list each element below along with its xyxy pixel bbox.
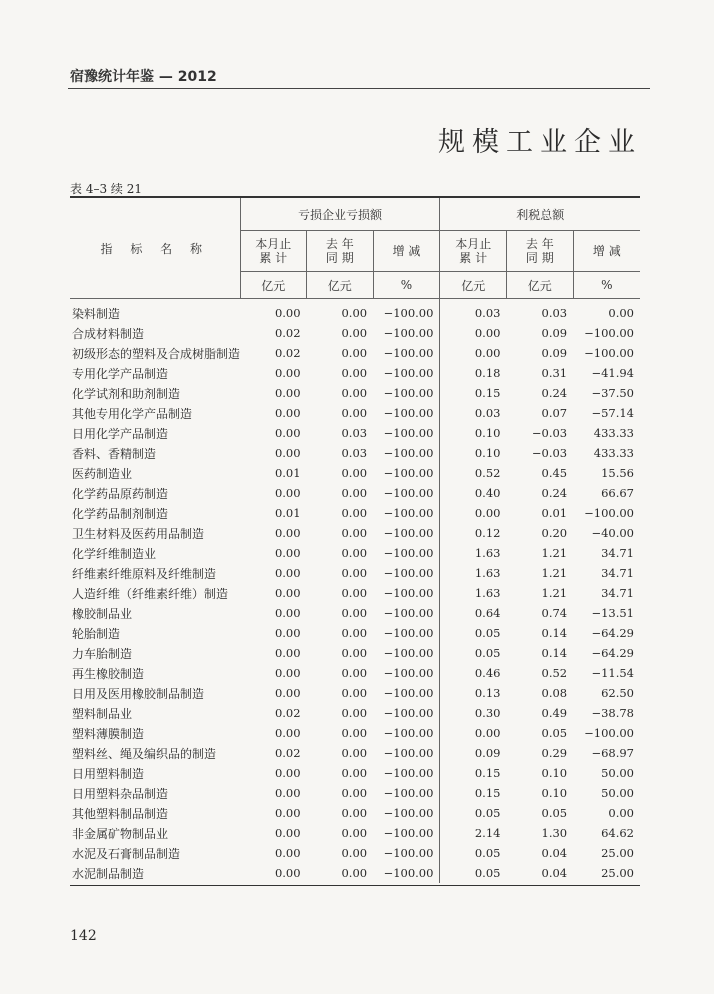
col-header-cumulative: 本月止 累 计 (440, 231, 507, 272)
value-cell: −100.00 (383, 626, 434, 640)
value-cell: 0.15 (440, 783, 507, 803)
value-cell: 433.33 (593, 426, 634, 440)
value-cell: 15.56 (601, 466, 634, 480)
table-row (70, 603, 640, 623)
indicator-name: 日用化学产品制造 (72, 426, 169, 441)
value-cell: −64.29 (591, 646, 634, 660)
value-cell: 0.10 (440, 423, 507, 443)
value-cell: −100.00 (383, 566, 434, 580)
value-cell: −40.00 (591, 526, 634, 540)
value-cell: 0.03 (440, 403, 507, 423)
col-header-cumulative: 本月止 累 计 (240, 231, 307, 272)
value-cell: −68.97 (591, 746, 634, 760)
table-row (70, 383, 640, 403)
value-cell: −100.00 (383, 346, 434, 360)
value-cell: −100.00 (383, 426, 434, 440)
table-row (70, 823, 640, 843)
value-cell: −100.00 (383, 866, 434, 880)
value-cell: 0.00 (341, 746, 368, 760)
table-row (70, 843, 640, 863)
value-cell: −100.00 (383, 386, 434, 400)
value-cell: −100.00 (383, 506, 434, 520)
value-cell: 0.00 (274, 626, 301, 640)
value-cell: 0.00 (341, 346, 368, 360)
indicator-name: 其他专用化学产品制造 (72, 406, 193, 421)
indicator-name: 再生橡胶制造 (72, 666, 145, 681)
value-cell: −100.00 (383, 306, 434, 320)
table-row (70, 763, 640, 783)
value-cell: 0.00 (274, 586, 301, 600)
value-cell: 0.00 (274, 366, 301, 380)
table-bottom-rule (70, 885, 640, 886)
value-cell: −100.00 (383, 446, 434, 460)
value-cell: −38.78 (591, 706, 634, 720)
table-row (70, 463, 640, 483)
table-row (70, 863, 640, 883)
indicator-name: 塑料丝、绳及编织品的制造 (72, 746, 217, 761)
value-cell: 0.05 (541, 806, 568, 820)
value-cell: 0.10 (541, 786, 568, 800)
value-cell: 0.00 (341, 666, 368, 680)
indicator-name: 力车胎制造 (72, 646, 133, 661)
value-cell: 0.01 (274, 466, 301, 480)
value-cell: 0.15 (440, 763, 507, 783)
indicator-name: 人造纤维（纤维素纤维）制造 (72, 586, 229, 601)
value-cell: 0.00 (274, 386, 301, 400)
table-body (70, 299, 640, 884)
value-cell: −100.00 (584, 326, 634, 340)
indicator-name: 卫生材料及医药用品制造 (72, 526, 205, 541)
table-row (70, 563, 640, 583)
value-cell: 0.00 (274, 306, 301, 320)
value-cell: 0.12 (440, 523, 507, 543)
value-cell: 0.00 (274, 826, 301, 840)
indicator-name: 医药制造业 (72, 466, 133, 481)
value-cell: 0.00 (341, 506, 368, 520)
value-cell: 0.00 (341, 546, 368, 560)
table-row (70, 363, 640, 383)
value-cell: 0.00 (341, 686, 368, 700)
value-cell: 0.00 (341, 406, 368, 420)
indicator-name: 染料制造 (72, 306, 121, 321)
table-row (70, 743, 640, 763)
value-cell: 0.24 (541, 386, 568, 400)
value-cell: −100.00 (383, 466, 434, 480)
value-cell: 1.21 (541, 586, 568, 600)
value-cell: 0.00 (341, 866, 368, 880)
value-cell: −100.00 (383, 806, 434, 820)
table-row (70, 543, 640, 563)
value-cell: 0.00 (341, 826, 368, 840)
value-cell: 0.00 (274, 866, 301, 880)
indicator-name: 初级形态的塑料及合成树脂制造 (72, 346, 241, 361)
value-cell: 0.24 (541, 486, 568, 500)
value-cell: −100.00 (383, 706, 434, 720)
value-cell: 0.14 (541, 626, 568, 640)
value-cell: 0.01 (274, 506, 301, 520)
value-cell: 0.00 (341, 486, 368, 500)
value-cell: 1.63 (440, 563, 507, 583)
value-cell: 0.00 (440, 503, 507, 523)
value-cell: 1.30 (541, 826, 568, 840)
value-cell: −100.00 (383, 586, 434, 600)
value-cell: −100.00 (383, 526, 434, 540)
value-cell: 0.00 (608, 806, 634, 820)
indicator-name: 非金属矿物制品业 (72, 826, 169, 841)
value-cell: 1.63 (440, 583, 507, 603)
value-cell: 0.00 (341, 706, 368, 720)
value-cell: 0.05 (440, 863, 507, 883)
value-cell: 0.05 (541, 726, 568, 740)
section-title: 规模工业企业 (438, 127, 642, 158)
value-cell: 50.00 (601, 766, 634, 780)
indicator-name: 化学纤维制造业 (72, 546, 157, 561)
value-cell: 0.04 (541, 846, 568, 860)
value-cell: 0.20 (541, 526, 568, 540)
row-label-header: 指 标 名 称 (70, 197, 240, 299)
value-cell: −100.00 (383, 326, 434, 340)
table-row (70, 663, 640, 683)
value-cell: 0.02 (274, 346, 301, 360)
value-cell: 0.00 (274, 786, 301, 800)
group-header-profit-tax: 利税总额 (440, 197, 640, 231)
value-cell: 0.09 (541, 346, 568, 360)
value-cell: −100.00 (383, 486, 434, 500)
value-cell: 0.00 (341, 766, 368, 780)
value-cell: −100.00 (383, 406, 434, 420)
value-cell: 0.00 (274, 646, 301, 660)
value-cell: 0.07 (541, 406, 568, 420)
value-cell: 0.00 (341, 366, 368, 380)
value-cell: 0.46 (440, 663, 507, 683)
value-cell: −100.00 (584, 346, 634, 360)
value-cell: 0.02 (274, 706, 301, 720)
indicator-name: 化学药品制剂制造 (72, 506, 169, 521)
table-row (70, 523, 640, 543)
value-cell: −41.94 (591, 366, 634, 380)
value-cell: 0.00 (274, 806, 301, 820)
value-cell: −0.03 (531, 426, 568, 440)
value-cell: 0.45 (541, 466, 568, 480)
value-cell: −100.00 (383, 826, 434, 840)
indicator-name: 纤维素纤维原料及纤维制造 (72, 566, 217, 581)
col-header-change: 增 减 (373, 231, 440, 272)
table-row (70, 503, 640, 523)
value-cell: 0.00 (274, 666, 301, 680)
value-cell: 0.74 (541, 606, 568, 620)
value-cell: 0.02 (274, 746, 301, 760)
indicator-name: 塑料薄膜制造 (72, 726, 145, 741)
table-row (70, 723, 640, 743)
table-row (70, 403, 640, 423)
indicator-name: 水泥制品制造 (72, 866, 145, 881)
value-cell: 0.05 (440, 643, 507, 663)
value-cell: 0.13 (440, 683, 507, 703)
value-cell: 0.00 (440, 343, 507, 363)
value-cell: −100.00 (383, 546, 434, 560)
value-cell: 0.09 (541, 326, 568, 340)
value-cell: 0.00 (341, 526, 368, 540)
unit-header: 亿元 (307, 272, 374, 299)
col-header-last-year: 去 年 同 期 (506, 231, 573, 272)
value-cell: 0.05 (440, 803, 507, 823)
value-cell: 0.49 (541, 706, 568, 720)
table-row (70, 783, 640, 803)
value-cell: 0.00 (341, 786, 368, 800)
indicator-name: 其他塑料制品制造 (72, 806, 169, 821)
value-cell: 0.00 (341, 626, 368, 640)
value-cell: 0.15 (440, 383, 507, 403)
value-cell: 0.29 (541, 746, 568, 760)
value-cell: 34.71 (601, 586, 634, 600)
group-header-loss: 亏损企业亏损额 (240, 197, 440, 231)
value-cell: 0.00 (341, 386, 368, 400)
unit-header: 亿元 (240, 272, 307, 299)
table-row (70, 623, 640, 643)
value-cell: 0.30 (440, 703, 507, 723)
value-cell: −100.00 (383, 606, 434, 620)
running-head: 宿豫统计年鉴 — 2012 (70, 69, 217, 85)
value-cell: −100.00 (383, 666, 434, 680)
table-row (70, 583, 640, 603)
value-cell: 0.52 (541, 666, 568, 680)
indicator-name: 香料、香精制造 (72, 446, 157, 461)
value-cell: 0.14 (541, 646, 568, 660)
value-cell: 0.04 (541, 866, 568, 880)
value-cell: 0.00 (341, 606, 368, 620)
value-cell: 0.03 (341, 446, 368, 460)
table-row (70, 803, 640, 823)
value-cell: −100.00 (383, 786, 434, 800)
value-cell: 0.18 (440, 363, 507, 383)
value-cell: 1.21 (541, 566, 568, 580)
value-cell: 0.00 (274, 426, 301, 440)
value-cell: 0.00 (341, 806, 368, 820)
value-cell: 0.40 (440, 483, 507, 503)
value-cell: −13.51 (591, 606, 634, 620)
value-cell: 0.00 (341, 566, 368, 580)
indicator-name: 化学药品原药制造 (72, 486, 169, 501)
value-cell: 0.00 (341, 846, 368, 860)
table-caption: 表 4–3 续 21 (70, 182, 142, 196)
value-cell: 0.00 (440, 323, 507, 343)
value-cell: 0.00 (274, 406, 301, 420)
value-cell: 0.00 (274, 526, 301, 540)
indicator-name: 专用化学产品制造 (72, 366, 169, 381)
indicator-name: 日用及医用橡胶制品制造 (72, 686, 205, 701)
table-row (70, 299, 640, 324)
value-cell: 0.00 (341, 306, 368, 320)
statistics-table (70, 196, 640, 883)
value-cell: 25.00 (601, 846, 634, 860)
value-cell: −0.03 (531, 446, 568, 460)
value-cell: −100.00 (584, 726, 634, 740)
value-cell: 25.00 (601, 866, 634, 880)
value-cell: −100.00 (584, 506, 634, 520)
value-cell: 0.05 (440, 623, 507, 643)
unit-header: % (373, 272, 440, 299)
value-cell: 0.02 (274, 326, 301, 340)
value-cell: −100.00 (383, 746, 434, 760)
value-cell: 0.03 (440, 299, 507, 324)
value-cell: 0.00 (341, 726, 368, 740)
unit-header: 亿元 (440, 272, 507, 299)
unit-header: 亿元 (506, 272, 573, 299)
unit-header: % (573, 272, 640, 299)
table-row (70, 643, 640, 663)
value-cell: 66.67 (601, 486, 634, 500)
value-cell: 0.00 (274, 446, 301, 460)
value-cell: 0.01 (541, 506, 568, 520)
page-number: 142 (70, 928, 97, 944)
value-cell: 433.33 (593, 446, 634, 460)
value-cell: 34.71 (601, 566, 634, 580)
value-cell: 0.09 (440, 743, 507, 763)
value-cell: −100.00 (383, 726, 434, 740)
value-cell: −100.00 (383, 366, 434, 380)
value-cell: 0.10 (440, 443, 507, 463)
value-cell: 0.08 (541, 686, 568, 700)
value-cell: 50.00 (601, 786, 634, 800)
value-cell: 62.50 (601, 686, 634, 700)
value-cell: 0.00 (274, 766, 301, 780)
value-cell: 0.00 (274, 726, 301, 740)
table-row (70, 703, 640, 723)
value-cell: 1.21 (541, 546, 568, 560)
value-cell: 0.00 (274, 846, 301, 860)
value-cell: 0.64 (440, 603, 507, 623)
value-cell: 0.00 (274, 686, 301, 700)
value-cell: −57.14 (591, 406, 634, 420)
table-row (70, 483, 640, 503)
table-row (70, 323, 640, 343)
value-cell: 0.00 (341, 326, 368, 340)
indicator-name: 合成材料制造 (72, 326, 145, 341)
indicator-name: 化学试剂和助剂制造 (72, 386, 181, 401)
value-cell: 0.31 (541, 366, 568, 380)
indicator-name: 轮胎制造 (72, 626, 121, 641)
value-cell: 0.05 (440, 843, 507, 863)
value-cell: 0.00 (341, 466, 368, 480)
indicator-name: 水泥及石膏制品制造 (72, 846, 181, 861)
indicator-name: 塑料制品业 (72, 706, 133, 721)
value-cell: 2.14 (440, 823, 507, 843)
indicator-name: 橡胶制品业 (72, 606, 133, 621)
col-header-change: 增 减 (573, 231, 640, 272)
value-cell: 0.00 (274, 486, 301, 500)
value-cell: 0.10 (541, 766, 568, 780)
value-cell: 0.00 (440, 723, 507, 743)
value-cell: −64.29 (591, 626, 634, 640)
indicator-name: 日用塑料制造 (72, 766, 145, 781)
indicator-name: 日用塑料杂品制造 (72, 786, 169, 801)
value-cell: −100.00 (383, 766, 434, 780)
value-cell: 0.00 (341, 646, 368, 660)
col-header-last-year: 去 年 同 期 (307, 231, 374, 272)
value-cell: 0.52 (440, 463, 507, 483)
value-cell: −100.00 (383, 686, 434, 700)
value-cell: −11.54 (591, 666, 634, 680)
table-row (70, 443, 640, 463)
table-row (70, 683, 640, 703)
value-cell: 0.00 (608, 306, 634, 320)
value-cell: 64.62 (601, 826, 634, 840)
value-cell: 0.03 (341, 426, 368, 440)
value-cell: 0.00 (274, 546, 301, 560)
table-row (70, 423, 640, 443)
value-cell: 0.00 (341, 586, 368, 600)
header-rule (68, 88, 650, 89)
value-cell: 1.63 (440, 543, 507, 563)
value-cell: −100.00 (383, 846, 434, 860)
value-cell: −100.00 (383, 646, 434, 660)
table-row (70, 343, 640, 363)
value-cell: 0.03 (541, 306, 568, 320)
value-cell: 0.00 (274, 566, 301, 580)
value-cell: 34.71 (601, 546, 634, 560)
value-cell: −37.50 (591, 386, 634, 400)
value-cell: 0.00 (274, 606, 301, 620)
